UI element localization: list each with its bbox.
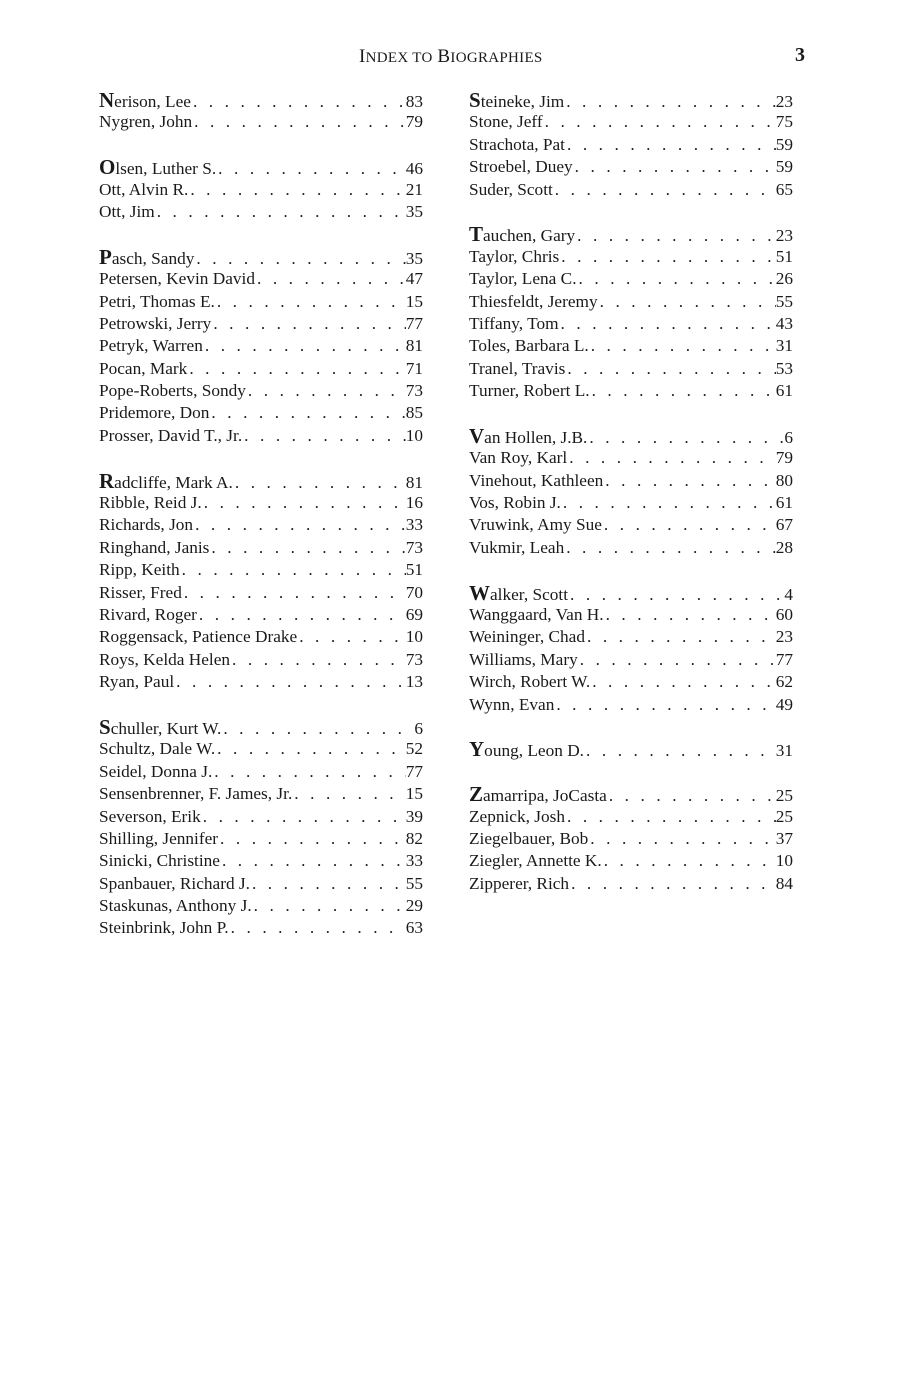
entry-page-number: 73 xyxy=(405,649,423,669)
index-letter-group xyxy=(469,783,793,895)
index-letter-group xyxy=(99,246,423,448)
index-entry xyxy=(99,156,423,178)
entry-page-number: 15 xyxy=(405,291,423,311)
entry-name: Ziegelbauer, Bob xyxy=(469,828,589,848)
entry-page-number: 10 xyxy=(405,425,423,445)
entry-page-number: 33 xyxy=(405,515,423,535)
page-title xyxy=(359,46,543,68)
index-letter-group xyxy=(469,582,793,716)
index-entry xyxy=(99,89,423,111)
index-entry xyxy=(99,716,423,738)
entry-name: Zamarripa, JoCasta xyxy=(469,782,607,807)
entry-name: Ringhand, Janis xyxy=(99,537,210,557)
entry-page-number: 75 xyxy=(775,112,793,132)
index-entry xyxy=(99,470,423,492)
entry-name: Strachota, Pat xyxy=(469,134,565,154)
entry-page-number: 59 xyxy=(775,134,793,154)
index-entry xyxy=(469,649,793,671)
dot-leader xyxy=(195,514,406,536)
entry-name: Roys, Kelda Helen xyxy=(99,649,231,669)
entry-name: Seidel, Donna J. xyxy=(99,761,213,781)
entry-page-number: 55 xyxy=(775,291,793,311)
entry-name: Prosser, David T., Jr. xyxy=(99,425,243,445)
index-letter-group xyxy=(99,156,423,223)
entry-page-number: 6 xyxy=(414,718,423,738)
index-letter-group xyxy=(469,89,793,201)
entry-page-number: 26 xyxy=(775,269,793,289)
dot-leader xyxy=(254,895,406,917)
index-entry xyxy=(99,111,423,133)
dot-leader xyxy=(567,358,775,380)
entry-name: Taylor, Lena C. xyxy=(469,269,577,289)
dot-leader xyxy=(571,873,776,895)
entry-name: Pasch, Sandy xyxy=(99,244,195,269)
dot-leader xyxy=(199,604,406,626)
page-number: 3 xyxy=(795,44,805,66)
entry-name: Thiesfeldt, Jeremy xyxy=(469,291,598,311)
index-entry xyxy=(99,783,423,805)
title-initial-b: B xyxy=(437,46,451,67)
index-entry xyxy=(469,313,793,335)
entry-page-number: 67 xyxy=(775,515,793,535)
index-letter-group xyxy=(99,716,423,940)
index-entry xyxy=(469,223,793,245)
entry-page-number: 82 xyxy=(405,828,423,848)
title-initial-i: I xyxy=(359,46,366,67)
entry-page-number: 16 xyxy=(405,493,423,513)
dot-leader xyxy=(193,91,406,113)
dot-leader xyxy=(566,537,776,559)
index-entry xyxy=(469,268,793,290)
dot-leader xyxy=(579,268,776,290)
index-entry xyxy=(469,358,793,380)
dot-leader xyxy=(545,111,776,133)
index-entry xyxy=(99,559,423,581)
dot-leader xyxy=(577,225,776,247)
index-entry xyxy=(469,447,793,469)
entry-name: Radcliffe, Mark A. xyxy=(99,468,233,493)
index-entry xyxy=(99,425,423,447)
dot-leader xyxy=(604,850,776,872)
index-entry xyxy=(469,335,793,357)
dot-leader xyxy=(299,626,406,648)
entry-name: Walker, Scott xyxy=(469,580,569,605)
index-entry xyxy=(99,850,423,872)
entry-name: Sinicki, Christine xyxy=(99,851,220,871)
dot-leader xyxy=(244,425,406,447)
dot-leader xyxy=(556,694,775,716)
dot-leader xyxy=(591,335,776,357)
dot-leader xyxy=(223,718,414,740)
entry-name: Risser, Fred xyxy=(99,582,182,602)
dot-leader xyxy=(570,584,784,606)
entry-name: Ott, Jim xyxy=(99,201,155,221)
entry-page-number: 37 xyxy=(775,828,793,848)
entry-page-number: 81 xyxy=(405,336,423,356)
entry-page-number: 29 xyxy=(405,896,423,916)
index-entry xyxy=(469,850,793,872)
entry-name: Spanbauer, Richard J. xyxy=(99,873,250,893)
entry-page-number: 59 xyxy=(775,157,793,177)
dot-leader xyxy=(203,806,406,828)
entry-name: Suder, Scott xyxy=(469,179,553,199)
dot-leader xyxy=(569,447,775,469)
dot-leader xyxy=(190,179,405,201)
dot-leader xyxy=(592,380,776,402)
entry-name: Pridemore, Don xyxy=(99,403,210,423)
entry-page-number: 85 xyxy=(405,403,423,423)
entry-name: Stone, Jeff xyxy=(469,112,543,132)
index-entry xyxy=(99,380,423,402)
entry-name: Vinehout, Kathleen xyxy=(469,470,604,490)
dot-leader xyxy=(555,179,776,201)
dot-leader xyxy=(176,671,406,693)
entry-name: Steineke, Jim xyxy=(469,88,565,112)
index-entry xyxy=(99,895,423,917)
dot-leader xyxy=(590,828,775,850)
index-entry xyxy=(99,626,423,648)
entry-name: Williams, Mary xyxy=(469,649,578,669)
entry-name: Vruwink, Amy Sue xyxy=(469,515,602,535)
dot-leader xyxy=(592,671,776,693)
dot-leader xyxy=(217,291,406,313)
entry-name: Taylor, Chris xyxy=(469,246,560,266)
entry-page-number: 25 xyxy=(775,806,793,826)
dot-leader xyxy=(218,158,406,180)
dot-leader xyxy=(604,514,776,536)
entry-page-number: 77 xyxy=(775,649,793,669)
entry-name: Ripp, Keith xyxy=(99,560,180,580)
entry-name: Wanggaard, Van H. xyxy=(469,604,604,624)
entry-page-number: 10 xyxy=(775,851,793,871)
entry-name: Staskunas, Anthony J. xyxy=(99,896,252,916)
dot-leader xyxy=(248,380,406,402)
entry-name: Steinbrink, John P. xyxy=(99,918,229,938)
entry-page-number: 4 xyxy=(784,584,793,604)
entry-name: Petersen, Kevin David xyxy=(99,269,255,289)
index-entry xyxy=(99,917,423,939)
dot-leader xyxy=(609,785,776,807)
dot-leader xyxy=(561,313,776,335)
entry-name: Weininger, Chad xyxy=(469,627,585,647)
entry-name: Tranel, Travis xyxy=(469,358,566,378)
entry-page-number: 31 xyxy=(775,336,793,356)
dot-leader xyxy=(586,740,776,762)
index-entry xyxy=(99,761,423,783)
entry-name: Nygren, John xyxy=(99,112,193,132)
entry-page-number: 60 xyxy=(775,604,793,624)
index-entry xyxy=(99,604,423,626)
dot-leader xyxy=(157,201,406,223)
index-entry xyxy=(469,380,793,402)
index-entry xyxy=(99,335,423,357)
dot-leader xyxy=(567,134,776,156)
index-entry xyxy=(99,179,423,201)
entry-name: Petri, Thomas E. xyxy=(99,291,215,311)
dot-leader xyxy=(587,626,776,648)
entry-page-number: 33 xyxy=(405,851,423,871)
entry-page-number: 61 xyxy=(775,493,793,513)
entry-page-number: 73 xyxy=(405,381,423,401)
index-letter-group xyxy=(469,425,793,559)
dot-leader xyxy=(235,472,406,494)
index-entry xyxy=(99,291,423,313)
dot-leader xyxy=(194,111,406,133)
entry-name: Turner, Robert L. xyxy=(469,381,590,401)
index-entry xyxy=(99,806,423,828)
index-entry xyxy=(99,671,423,693)
entry-page-number: 15 xyxy=(405,784,423,804)
entry-name: Rivard, Roger xyxy=(99,604,197,624)
index-entry xyxy=(469,111,793,133)
index-entry xyxy=(99,313,423,335)
entry-page-number: 77 xyxy=(405,313,423,333)
index-entry xyxy=(469,514,793,536)
entry-page-number: 80 xyxy=(775,470,793,490)
entry-page-number: 49 xyxy=(775,694,793,714)
dot-leader xyxy=(605,470,775,492)
dot-leader xyxy=(561,246,775,268)
entry-page-number: 65 xyxy=(775,179,793,199)
entry-name: Zepnick, Josh xyxy=(469,806,565,826)
entry-page-number: 61 xyxy=(775,381,793,401)
entry-page-number: 69 xyxy=(405,604,423,624)
dot-leader xyxy=(196,248,405,270)
index-entry xyxy=(469,89,793,111)
dot-leader xyxy=(600,291,776,313)
entry-name: Pope-Roberts, Sondy xyxy=(99,381,246,401)
entry-name: Roggensack, Patience Drake xyxy=(99,627,298,647)
entry-name: Pocan, Mark xyxy=(99,358,188,378)
dot-leader xyxy=(231,917,406,939)
dot-leader xyxy=(214,761,405,783)
entry-name: Nerison, Lee xyxy=(99,88,191,112)
entry-name: Petryk, Warren xyxy=(99,336,203,356)
entry-page-number: 84 xyxy=(775,873,793,893)
index-entry xyxy=(99,268,423,290)
index-column-left xyxy=(99,89,423,962)
index-entry xyxy=(469,671,793,693)
index-entry xyxy=(469,470,793,492)
entry-name: Richards, Jon xyxy=(99,515,194,535)
entry-name: Van Roy, Karl xyxy=(469,448,568,468)
entry-name: Young, Leon D. xyxy=(469,737,585,762)
entry-page-number: 13 xyxy=(405,672,423,692)
entry-page-number: 21 xyxy=(405,179,423,199)
entry-name: Wynn, Evan xyxy=(469,694,555,714)
entry-page-number: 23 xyxy=(775,627,793,647)
dot-leader xyxy=(204,492,406,514)
entry-page-number: 51 xyxy=(405,560,423,580)
index-entry xyxy=(469,134,793,156)
title-word-index-to: NDEX TO xyxy=(365,50,433,66)
entry-page-number: 83 xyxy=(405,92,423,111)
entry-page-number: 39 xyxy=(405,806,423,826)
entry-name: Tauchen, Gary xyxy=(469,222,576,247)
dot-leader xyxy=(589,427,784,449)
entry-page-number: 81 xyxy=(405,472,423,492)
index-letter-group xyxy=(469,223,793,402)
index-entry xyxy=(99,537,423,559)
index-entry xyxy=(469,291,793,313)
index-entry xyxy=(469,582,793,604)
dot-leader xyxy=(257,268,406,290)
entry-name: Shilling, Jennifer xyxy=(99,828,219,848)
entry-page-number: 35 xyxy=(405,201,423,221)
entry-name: Vos, Robin J. xyxy=(469,493,561,513)
index-entry xyxy=(469,537,793,559)
dot-leader xyxy=(566,91,776,113)
entry-name: Schuller, Kurt W. xyxy=(99,714,222,739)
dot-leader xyxy=(211,402,405,424)
entry-name: Van Hollen, J.B. xyxy=(469,423,588,448)
dot-leader xyxy=(184,582,406,604)
index-letter-group xyxy=(469,738,793,760)
index-entry xyxy=(469,783,793,805)
dot-leader xyxy=(232,649,406,671)
dot-leader xyxy=(213,313,405,335)
dot-leader xyxy=(222,850,406,872)
entry-page-number: 77 xyxy=(405,761,423,781)
entry-name: Zipperer, Rich xyxy=(469,873,570,893)
index-entry xyxy=(99,649,423,671)
entry-page-number: 47 xyxy=(405,269,423,289)
dot-leader xyxy=(189,358,405,380)
index-entry xyxy=(469,179,793,201)
entry-page-number: 52 xyxy=(405,739,423,759)
entry-page-number: 53 xyxy=(775,358,793,378)
title-word-biographies: IOGRAPHIES xyxy=(450,50,543,66)
entry-page-number: 79 xyxy=(405,112,423,132)
entry-page-number: 79 xyxy=(775,448,793,468)
dot-leader xyxy=(182,559,406,581)
dot-leader xyxy=(563,492,776,514)
dot-leader xyxy=(575,156,776,178)
entry-page-number: 43 xyxy=(775,313,793,333)
entry-page-number: 71 xyxy=(405,358,423,378)
index-entry xyxy=(469,738,793,760)
index-entry xyxy=(469,828,793,850)
index-entry xyxy=(99,358,423,380)
entry-page-number: 31 xyxy=(775,741,793,761)
entry-page-number: 10 xyxy=(405,627,423,647)
index-entry xyxy=(469,156,793,178)
dot-leader xyxy=(294,783,405,805)
index-entry xyxy=(99,514,423,536)
entry-page-number: 63 xyxy=(405,918,423,938)
page-header xyxy=(0,46,907,72)
entry-page-number: 51 xyxy=(775,246,793,266)
entry-name: Ryan, Paul xyxy=(99,672,175,692)
entry-page-number: 23 xyxy=(775,92,793,111)
index-column-right xyxy=(469,89,793,917)
entry-name: Severson, Erik xyxy=(99,806,201,826)
entry-name: Ribble, Reid J. xyxy=(99,493,202,513)
index-letter-group xyxy=(99,470,423,694)
entry-page-number: 6 xyxy=(784,427,793,447)
index-entry xyxy=(469,806,793,828)
dot-leader xyxy=(205,335,406,357)
entry-name: Stroebel, Duey xyxy=(469,157,573,177)
entry-name: Schultz, Dale W. xyxy=(99,739,216,759)
entry-name: Ott, Alvin R. xyxy=(99,179,189,199)
index-entry xyxy=(469,694,793,716)
entry-page-number: 35 xyxy=(405,248,423,268)
index-entry xyxy=(99,738,423,760)
index-entry xyxy=(99,246,423,268)
entry-page-number: 62 xyxy=(775,672,793,692)
index-entry xyxy=(469,246,793,268)
index-entry xyxy=(99,582,423,604)
entry-name: Olsen, Luther S. xyxy=(99,155,217,180)
entry-name: Sensenbrenner, F. James, Jr. xyxy=(99,784,293,804)
dot-leader xyxy=(580,649,776,671)
index-entry xyxy=(99,492,423,514)
dot-leader xyxy=(220,828,406,850)
dot-leader xyxy=(211,537,405,559)
index-entry xyxy=(99,873,423,895)
dot-leader xyxy=(217,738,406,760)
entry-page-number: 23 xyxy=(775,226,793,246)
entry-name: Vukmir, Leah xyxy=(469,537,565,557)
index-letter-group xyxy=(99,89,423,134)
entry-name: Petrowski, Jerry xyxy=(99,313,212,333)
entry-name: Ziegler, Annette K. xyxy=(469,851,602,871)
entry-name: Tiffany, Tom xyxy=(469,313,559,333)
index-entry xyxy=(99,201,423,223)
entry-page-number: 25 xyxy=(775,786,793,806)
entry-page-number: 55 xyxy=(405,873,423,893)
dot-leader xyxy=(606,604,776,626)
entry-name: Toles, Barbara L. xyxy=(469,336,589,356)
dot-leader xyxy=(252,873,406,895)
entry-page-number: 46 xyxy=(405,159,423,179)
entry-page-number: 28 xyxy=(775,537,793,557)
index-entry xyxy=(469,425,793,447)
index-entry xyxy=(99,402,423,424)
index-entry xyxy=(469,604,793,626)
index-entry xyxy=(469,873,793,895)
index-entry xyxy=(99,828,423,850)
entry-page-number: 73 xyxy=(405,537,423,557)
dot-leader xyxy=(567,806,776,828)
index-entry xyxy=(469,626,793,648)
entry-name: Wirch, Robert W. xyxy=(469,672,591,692)
entry-page-number: 70 xyxy=(405,582,423,602)
index-entry xyxy=(469,492,793,514)
